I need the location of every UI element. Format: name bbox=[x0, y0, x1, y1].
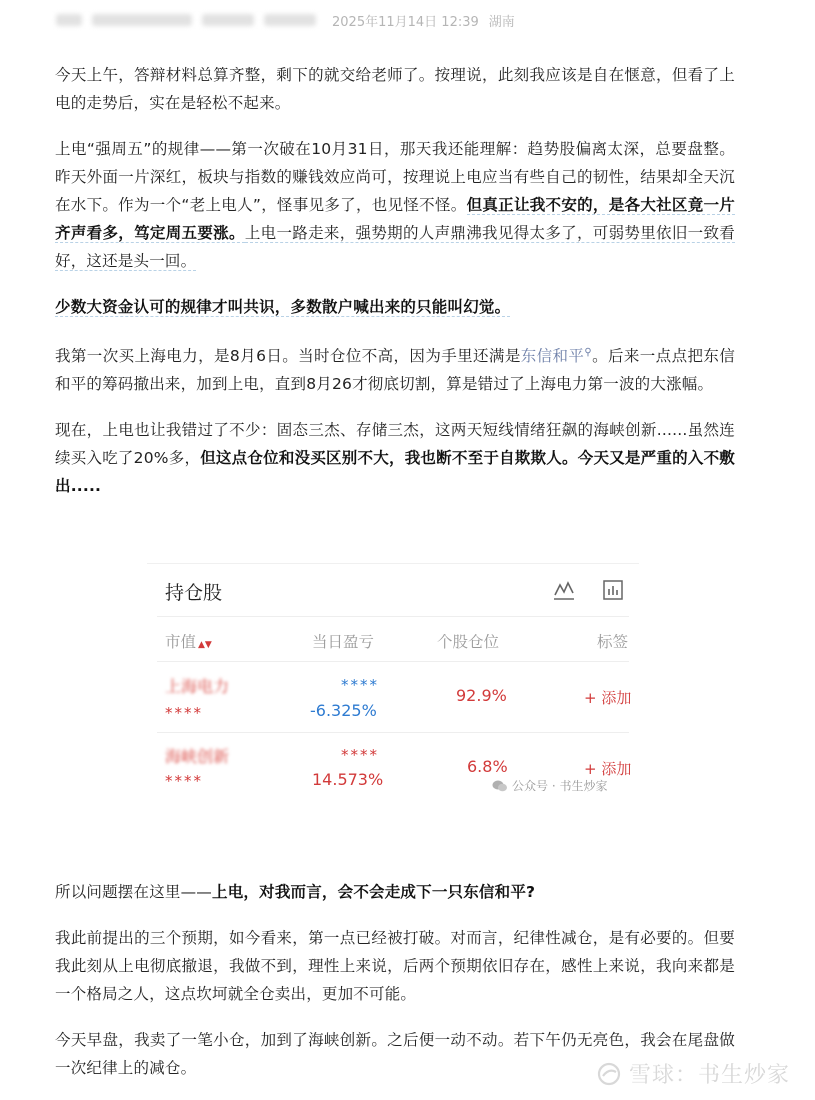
paragraph-3 bbox=[55, 293, 735, 321]
column-market-value-label: 市值 bbox=[165, 633, 197, 651]
paragraph-4 bbox=[55, 339, 735, 398]
paragraph-6 bbox=[55, 878, 735, 906]
paragraph-6-bold: 上电，对我而言，会不会走成下一只东信和平? bbox=[212, 883, 536, 901]
paragraph-1: 今天上午，答辩材料总算齐整，剩下的就交给老师了。按理说，此刻我应该是自在惬意，但看了上电的走势后，实在是轻松不起来。 bbox=[55, 66, 735, 112]
blurred-author-name bbox=[92, 14, 192, 26]
paragraph-2-text-c: 上电一路走来，强势期的人声鼎沸我见得太多了，可弱势里依旧一致看好，这还是头一回。 bbox=[55, 224, 736, 270]
xueqiu-logo-icon bbox=[597, 1062, 623, 1086]
column-daily-pnl[interactable]: 当日盈亏 bbox=[312, 633, 375, 651]
position-row-1: 92.9% bbox=[456, 686, 507, 705]
paragraph-5-text-a: 现在，上电也让我错过了不少：固态三杰、存储三杰，这两天短线情绪狂飙的海峡创新......虽然连续买入吃了20%多， bbox=[55, 421, 735, 468]
xueqiu-watermark-text: 雪球：书生炒家 bbox=[629, 1063, 791, 1088]
header-divider bbox=[157, 661, 629, 662]
holdings-title: 持仓股 bbox=[165, 582, 223, 604]
pnl-pct-row-2: 14.573% bbox=[312, 770, 384, 789]
pnl-amount-row-1: **** bbox=[341, 676, 379, 694]
article-body bbox=[55, 61, 735, 518]
paragraph-5-bold: 但这点仓位和没买区别不大，我也断不至于自欺欺人。今天又是严重的入不敷出..... bbox=[55, 449, 735, 496]
paragraph-8: 今天早盘，我卖了一笔小仓，加到了海峡创新。之后便一动不动。若下午仍无亮色，我会在尾盘做一次纪律上的减仓。 bbox=[55, 1031, 735, 1077]
paragraph-2-text-a: 上电“强周五”的规律——第一次破在10月31日，那天我还能理解：趋势股偏离太深，总要盘整。昨天外面一片深红，板块与指数的赚钱效应尚可，按理说上电应当有些自己的韧性，结果却全天沉在水下。作为一个“老上电人”，怪事见多了，也见怪不怪。 bbox=[55, 140, 735, 214]
sort-icon[interactable]: ▲▼ bbox=[198, 640, 212, 650]
column-tag[interactable]: 标签 bbox=[597, 633, 629, 651]
wechat-watermark-text: 公众号 · 书生炒家 bbox=[512, 779, 608, 793]
column-market-value[interactable] bbox=[165, 630, 212, 652]
post-timestamp: 2025年11月14日 12:39 bbox=[332, 14, 479, 30]
paragraph-5 bbox=[55, 416, 735, 500]
paragraph-2-bold: 但真正让我不安的，是各大社区竟一片齐声看多，笃定周五要涨。 bbox=[55, 196, 735, 242]
paragraph-3-bold: 少数大资金认可的规律才叫共识，多数散户喊出来的只能叫幻觉。 bbox=[55, 298, 511, 316]
post-header bbox=[56, 10, 515, 30]
wechat-icon bbox=[492, 779, 508, 793]
add-tag-button-row-1[interactable]: + 添加 bbox=[584, 689, 632, 707]
paragraph-6-text-a: 所以问题摆在这里—— bbox=[55, 883, 213, 901]
xueqiu-watermark bbox=[597, 1058, 790, 1089]
row-divider bbox=[157, 732, 629, 733]
line-chart-icon[interactable] bbox=[552, 578, 576, 602]
paragraph-4-text-a: 我第一次买上海电力，是8月6日。当时仓位不高，因为手里还满是 bbox=[55, 347, 521, 366]
paragraph-2 bbox=[55, 135, 735, 275]
paragraph-7: 我此前提出的三个预期，如今看来，第一点已经被打破。对而言，纪律性减仓，是有必要的。但要我此刻从上电彻底撤退，我做不到，理性上来说，后两个预期依旧存在，感性上来说，我向来都是一个格局之人，这点坎坷就全仓卖出，更加不可能。 bbox=[55, 929, 735, 1003]
column-position[interactable]: 个股仓位 bbox=[437, 633, 500, 651]
card-divider bbox=[157, 616, 629, 617]
market-value-row-2: **** bbox=[165, 772, 203, 790]
wechat-watermark bbox=[492, 777, 607, 794]
stock-name-row-2[interactable]: 海峡创新 bbox=[165, 747, 230, 766]
market-value-row-1: **** bbox=[165, 704, 203, 722]
search-icon[interactable]: ⚲ bbox=[584, 347, 592, 358]
stock-link-dongxin[interactable]: 东信和平 bbox=[520, 347, 585, 366]
pnl-pct-row-1: -6.325% bbox=[310, 701, 377, 720]
stock-name-row-1[interactable]: 上海电力 bbox=[165, 677, 230, 696]
position-row-2: 6.8% bbox=[467, 757, 508, 776]
post-location: 湖南 bbox=[488, 14, 515, 30]
bar-chart-icon[interactable] bbox=[601, 578, 625, 602]
add-tag-button-row-2[interactable]: + 添加 bbox=[584, 760, 632, 778]
pnl-amount-row-2: **** bbox=[341, 746, 379, 764]
blurred-author-info-2 bbox=[264, 14, 316, 26]
blurred-author-avatar bbox=[56, 14, 82, 26]
blurred-author-info bbox=[202, 14, 254, 26]
paragraph-4-text-b: 。后来一点点把东信和平的筹码撤出来，加到上电，直到8月26才彻底切割，算是错过了上海电力第一波的大涨幅。 bbox=[55, 347, 735, 394]
